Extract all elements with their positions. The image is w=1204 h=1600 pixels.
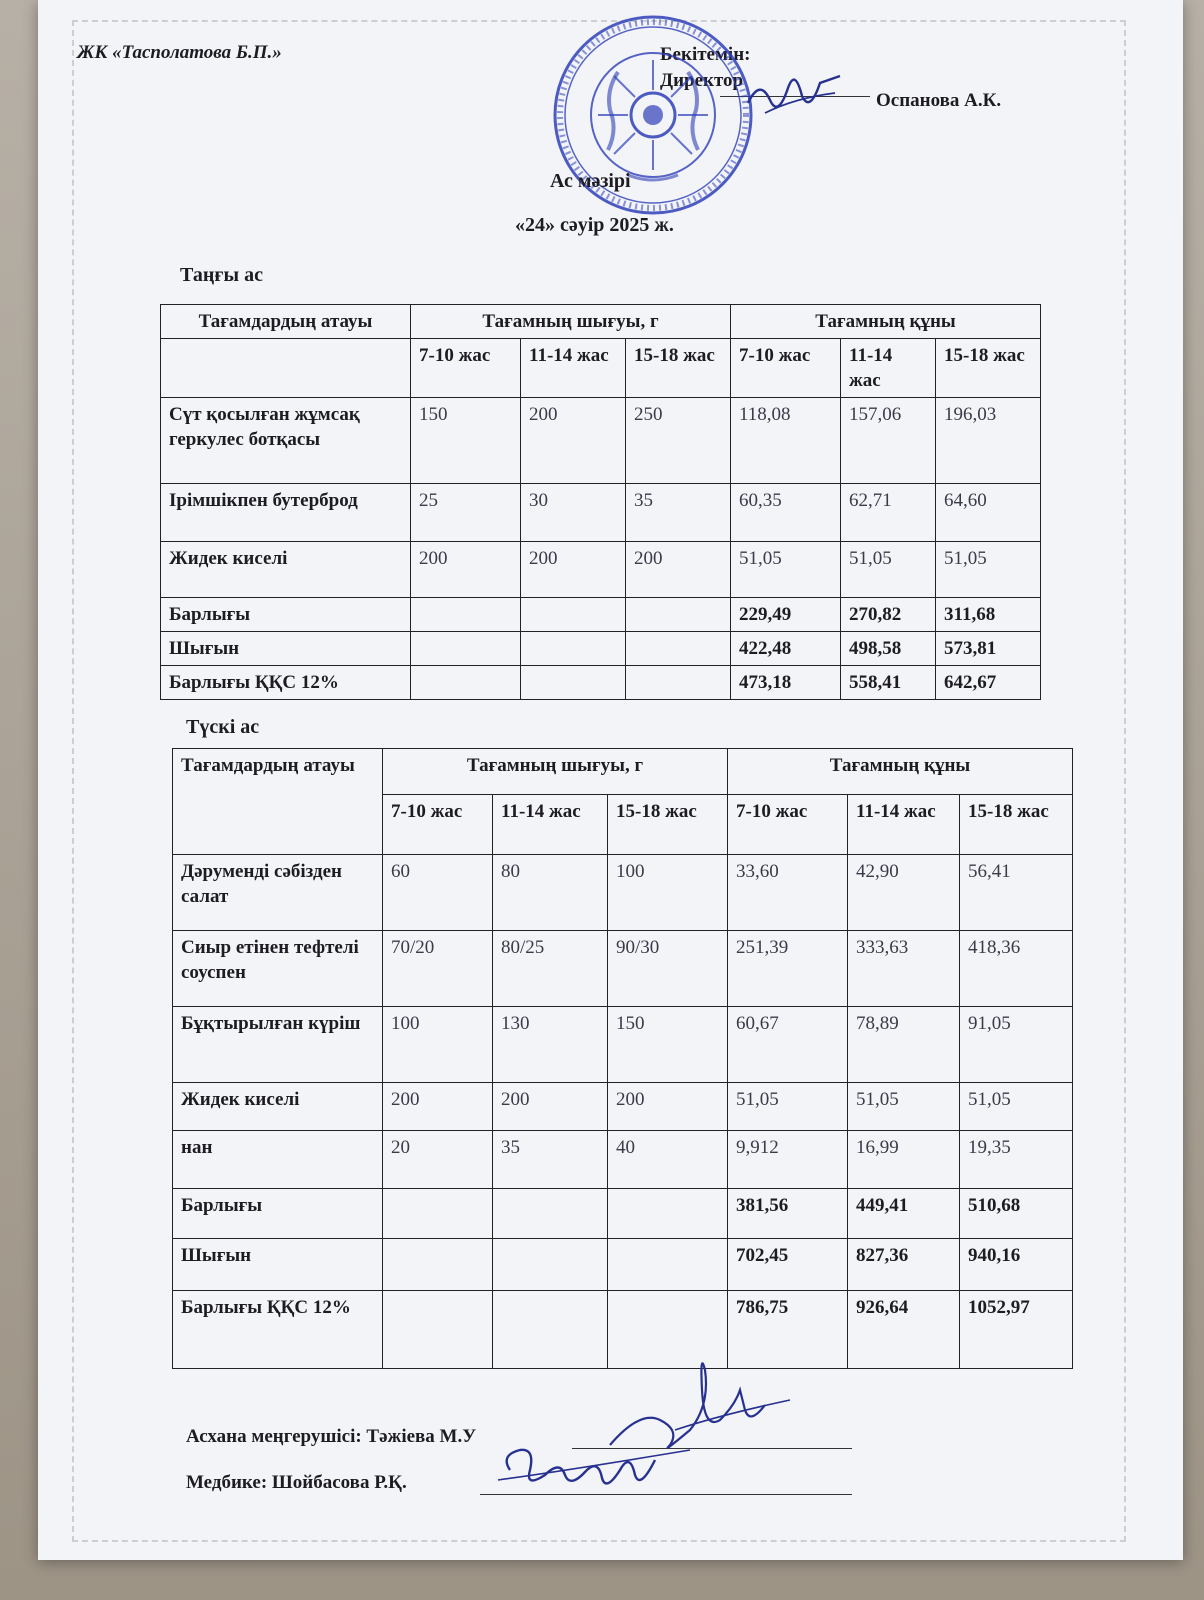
kitchen-head-signature-label: Асхана меңгерушісі: Тәжіева М.У	[186, 1426, 477, 1447]
yield-cell: 200	[383, 1083, 493, 1131]
cost-cell: 51,05	[841, 542, 936, 598]
yield-cell: 30	[521, 484, 626, 542]
total-label: Барлығы	[161, 598, 411, 632]
total-value: 926,64	[848, 1291, 960, 1369]
total-value: 449,41	[848, 1189, 960, 1239]
director-signature	[740, 58, 850, 128]
cost-cell: 51,05	[936, 542, 1041, 598]
table-row	[173, 1131, 1073, 1189]
cost-cell: 42,90	[848, 855, 960, 931]
empty-cell	[493, 1189, 608, 1239]
cost-cell: 157,06	[841, 398, 936, 484]
cost-cell: 33,60	[728, 855, 848, 931]
header-yield: Тағамның шығуы, г	[411, 305, 731, 339]
cost-cell: 118,08	[731, 398, 841, 484]
total-value: 422,48	[731, 632, 841, 666]
total-value: 270,82	[841, 598, 936, 632]
table-row	[173, 1083, 1073, 1131]
total-label: Барлығы	[173, 1189, 383, 1239]
age-header: 7-10 жас	[728, 795, 848, 855]
age-header: 7-10 жас	[383, 795, 493, 855]
empty-cell	[383, 1291, 493, 1369]
cost-cell: 51,05	[728, 1083, 848, 1131]
header-yield: Тағамның шығуы, г	[383, 749, 728, 795]
yield-cell: 150	[608, 1007, 728, 1083]
age-header: 15-18 жас	[626, 339, 731, 398]
cost-cell: 91,05	[960, 1007, 1073, 1083]
yield-cell: 200	[411, 542, 521, 598]
nurse-signature	[490, 1430, 700, 1510]
cost-cell: 333,63	[848, 931, 960, 1007]
total-value: 573,81	[936, 632, 1041, 666]
lunch-table	[172, 748, 1073, 1369]
table-row	[161, 542, 1041, 598]
yield-cell: 20	[383, 1131, 493, 1189]
age-header: 7-10 жас	[731, 339, 841, 398]
empty-cell	[411, 666, 521, 700]
age-header: 15-18 жас	[960, 795, 1073, 855]
yield-cell: 200	[626, 542, 731, 598]
age-header: 11-14 жас	[493, 795, 608, 855]
age-header: 11-14 жас	[521, 339, 626, 398]
breakfast-section-title: Таңғы ас	[180, 264, 263, 286]
dish-name: Бұқтырылған күріш	[173, 1007, 383, 1083]
cost-cell: 51,05	[960, 1083, 1073, 1131]
empty-cell	[608, 1189, 728, 1239]
total-label: Барлығы ҚҚС 12%	[173, 1291, 383, 1369]
empty-cell	[411, 632, 521, 666]
total-row	[161, 666, 1041, 700]
table-row	[173, 855, 1073, 931]
total-value: 702,45	[728, 1239, 848, 1291]
empty-cell	[521, 598, 626, 632]
empty-cell	[626, 666, 731, 700]
table-row	[161, 398, 1041, 484]
cost-cell: 9,912	[728, 1131, 848, 1189]
director-name: Оспанова А.К.	[876, 90, 1002, 111]
yield-cell: 200	[493, 1083, 608, 1131]
total-value: 827,36	[848, 1239, 960, 1291]
yield-cell: 200	[521, 542, 626, 598]
cost-cell: 418,36	[960, 931, 1073, 1007]
empty-cell	[626, 632, 731, 666]
menu-title: Ас мәзірі	[550, 170, 631, 192]
age-header: 15-18 жас	[936, 339, 1041, 398]
yield-cell: 200	[521, 398, 626, 484]
header-cost: Тағамның құны	[731, 305, 1041, 339]
empty-cell	[608, 1239, 728, 1291]
dish-name: Сүт қосылған жұмсақ геркулес ботқасы	[161, 398, 411, 484]
total-value: 940,16	[960, 1239, 1073, 1291]
yield-cell: 80	[493, 855, 608, 931]
table-row	[173, 931, 1073, 1007]
cost-cell: 51,05	[848, 1083, 960, 1131]
approve-label: Бекітемін:	[660, 44, 751, 65]
cost-cell: 56,41	[960, 855, 1073, 931]
age-header: 11-14 жас	[848, 795, 960, 855]
total-value: 311,68	[936, 598, 1041, 632]
empty-cell	[383, 1189, 493, 1239]
yield-cell: 100	[608, 855, 728, 931]
table-age-row	[161, 339, 1041, 398]
total-value: 381,56	[728, 1189, 848, 1239]
empty-cell	[521, 666, 626, 700]
cost-cell: 16,99	[848, 1131, 960, 1189]
table-row	[161, 484, 1041, 542]
dish-name: Жидек киселі	[161, 542, 411, 598]
dish-name: Сиыр етінен тефтелі соуспен	[173, 931, 383, 1007]
empty-cell	[411, 598, 521, 632]
table-row	[173, 1007, 1073, 1083]
yield-cell: 90/30	[608, 931, 728, 1007]
total-row	[161, 598, 1041, 632]
yield-cell: 200	[608, 1083, 728, 1131]
cost-cell: 64,60	[936, 484, 1041, 542]
total-label: Шығын	[161, 632, 411, 666]
header-empty-cell	[161, 339, 411, 398]
lunch-section-title: Түскі ас	[186, 716, 260, 738]
age-header: 11-14 жас	[841, 339, 936, 398]
cost-cell: 60,35	[731, 484, 841, 542]
total-value: 498,58	[841, 632, 936, 666]
header-dish-name: Тағамдардың атауы	[161, 305, 411, 339]
total-label: Шығын	[173, 1239, 383, 1291]
yield-cell: 70/20	[383, 931, 493, 1007]
total-row	[161, 632, 1041, 666]
yield-cell: 100	[383, 1007, 493, 1083]
empty-cell	[493, 1239, 608, 1291]
total-value: 229,49	[731, 598, 841, 632]
total-row	[173, 1239, 1073, 1291]
nurse-signature-label: Медбике: Шойбасова Р.Қ.	[186, 1472, 407, 1493]
dish-name: Ірімшікпен бутерброд	[161, 484, 411, 542]
empty-cell	[383, 1239, 493, 1291]
total-value: 642,67	[936, 666, 1041, 700]
total-value: 510,68	[960, 1189, 1073, 1239]
dish-name: нан	[173, 1131, 383, 1189]
yield-cell: 250	[626, 398, 731, 484]
table-header-row	[161, 305, 1041, 339]
cost-cell: 19,35	[960, 1131, 1073, 1189]
yield-cell: 80/25	[493, 931, 608, 1007]
header-dish-name: Тағамдардың атауы	[173, 749, 383, 855]
cost-cell: 251,39	[728, 931, 848, 1007]
empty-cell	[493, 1291, 608, 1369]
age-header: 15-18 жас	[608, 795, 728, 855]
company-name: ЖК «Тасполатова Б.П.»	[77, 42, 282, 63]
cost-cell: 60,67	[728, 1007, 848, 1083]
director-label: Директор	[660, 70, 744, 91]
total-label: Барлығы ҚҚС 12%	[161, 666, 411, 700]
total-value: 473,18	[731, 666, 841, 700]
breakfast-table	[160, 304, 1041, 700]
cost-cell: 62,71	[841, 484, 936, 542]
yield-cell: 35	[493, 1131, 608, 1189]
cost-cell: 78,89	[848, 1007, 960, 1083]
empty-cell	[626, 598, 731, 632]
yield-cell: 40	[608, 1131, 728, 1189]
yield-cell: 25	[411, 484, 521, 542]
dish-name: Дәруменді сәбізден салат	[173, 855, 383, 931]
total-row	[173, 1189, 1073, 1239]
yield-cell: 130	[493, 1007, 608, 1083]
header-cost: Тағамның құны	[728, 749, 1073, 795]
total-value: 558,41	[841, 666, 936, 700]
total-value: 786,75	[728, 1291, 848, 1369]
yield-cell: 150	[411, 398, 521, 484]
total-value: 1052,97	[960, 1291, 1073, 1369]
empty-cell	[521, 632, 626, 666]
yield-cell: 35	[626, 484, 731, 542]
cost-cell: 196,03	[936, 398, 1041, 484]
yield-cell: 60	[383, 855, 493, 931]
cost-cell: 51,05	[731, 542, 841, 598]
dish-name: Жидек киселі	[173, 1083, 383, 1131]
age-header: 7-10 жас	[411, 339, 521, 398]
table-header-row	[173, 749, 1073, 795]
menu-date: «24» сәуір 2025 ж.	[515, 214, 674, 236]
